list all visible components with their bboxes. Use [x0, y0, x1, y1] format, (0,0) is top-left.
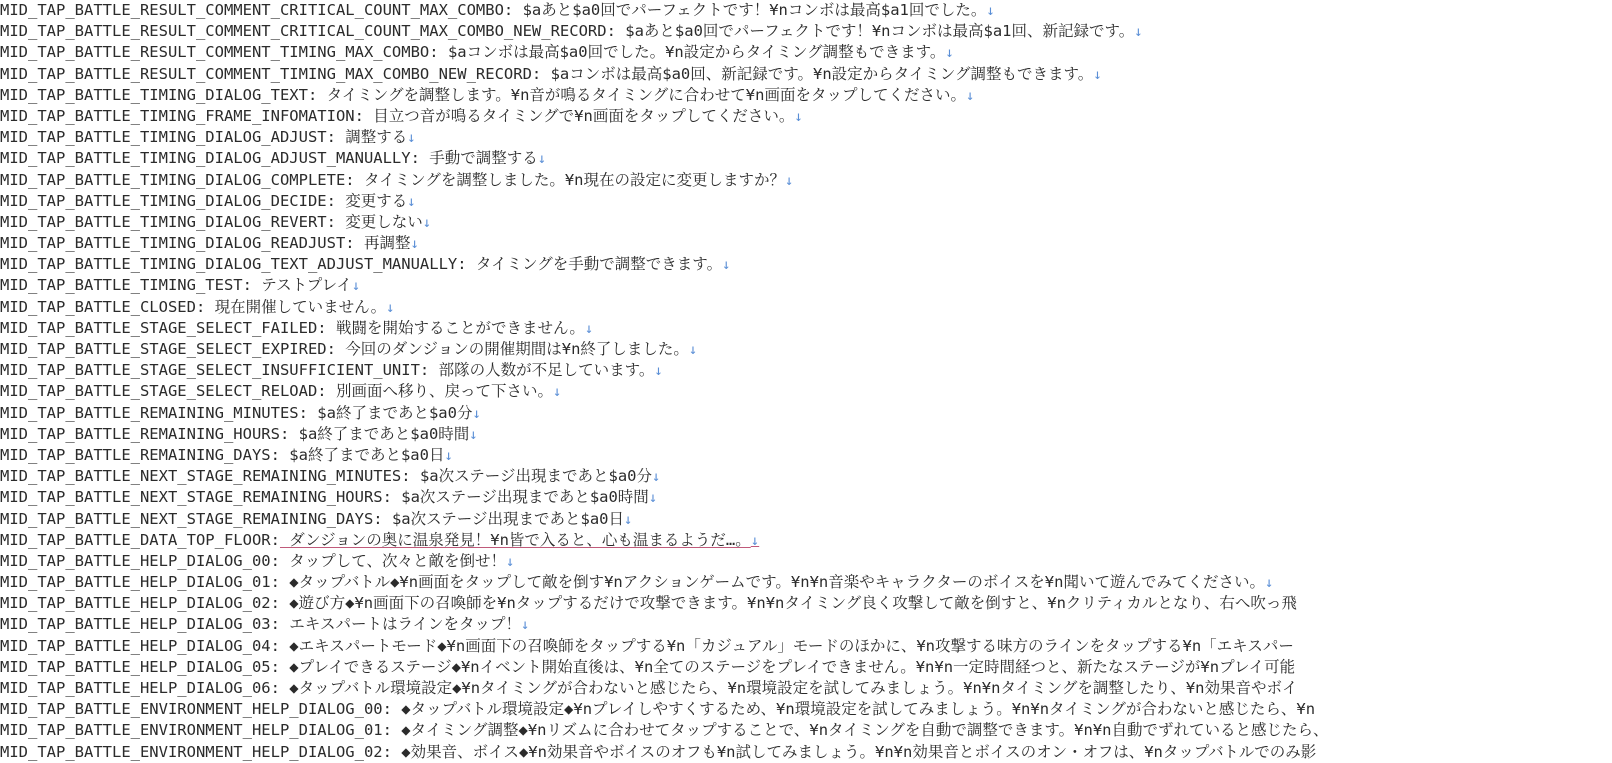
- document-line: [0, 318, 1612, 339]
- localization-value: タイミングを調整しました。¥n現在の設定に変更しますか？: [354, 170, 785, 189]
- document-line: [0, 636, 1612, 657]
- line-break-marker-icon: ↓: [506, 553, 515, 570]
- localization-key: MID_TAP_BATTLE_STAGE_SELECT_RELOAD:: [0, 382, 327, 401]
- localization-key: MID_TAP_BATTLE_TIMING_DIALOG_REVERT:: [0, 212, 336, 231]
- document-line: [0, 148, 1612, 169]
- localization-key: MID_TAP_BATTLE_HELP_DIALOG_05:: [0, 657, 280, 676]
- localization-key: MID_TAP_BATTLE_TIMING_FRAME_INFOMATION:: [0, 106, 364, 125]
- localization-key: MID_TAP_BATTLE_DATA_TOP_FLOOR:: [0, 530, 280, 549]
- document-line: [0, 614, 1612, 635]
- localization-value: $aあと$a0回でパーフェクトです！¥nコンボは最高$a1回、新記録です。: [615, 22, 1135, 41]
- localization-key: MID_TAP_BATTLE_TIMING_DIALOG_COMPLETE:: [0, 170, 355, 189]
- document-line: [0, 572, 1612, 593]
- localization-value: 別画面へ移り、戻って下さい。: [326, 382, 553, 401]
- document-line: [0, 21, 1612, 42]
- document-line: [0, 339, 1612, 360]
- line-break-marker-icon: ↓: [386, 299, 395, 316]
- line-break-marker-icon: ↓: [410, 236, 419, 253]
- localization-key: MID_TAP_BATTLE_HELP_DIALOG_06:: [0, 679, 280, 697]
- localization-key: MID_TAP_BATTLE_REMAINING_DAYS:: [0, 445, 280, 464]
- localization-value: $a次ステージ出現まであと$a0時間: [391, 488, 649, 507]
- localization-value: 変更する: [335, 191, 408, 210]
- document-line: [0, 275, 1612, 296]
- document-line: [0, 720, 1612, 741]
- document-line: [0, 297, 1612, 318]
- line-break-marker-icon: ↓: [785, 172, 794, 189]
- localization-key: MID_TAP_BATTLE_STAGE_SELECT_INSUFFICIENT_UNIT:: [0, 361, 430, 380]
- localization-key: MID_TAP_BATTLE_STAGE_SELECT_EXPIRED:: [0, 340, 336, 358]
- localization-key: MID_TAP_BATTLE_TIMING_DIALOG_ADJUST:: [0, 128, 336, 147]
- localization-value: 変更しない: [335, 212, 423, 231]
- line-break-marker-icon: ↓: [722, 257, 731, 274]
- document-line: [0, 530, 1612, 551]
- localization-value: ◆プレイできるステージ◆¥nイベント開始直後は、¥n全てのステージをプレイできません。¥n¥n一定時間経つと、新たなステージが¥nプレイ可能: [279, 657, 1296, 676]
- localization-value: $aコンボは最高$a0回、新記録です。¥n設定からタイミング調整もできます。: [541, 64, 1094, 83]
- line-break-marker-icon: ↓: [750, 532, 760, 549]
- localization-key: MID_TAP_BATTLE_RESULT_COMMENT_TIMING_MAX_COMBO:: [0, 43, 439, 62]
- localization-value: $aコンボは最高$a0回でした。¥n設定からタイミング調整もできます。: [438, 43, 946, 62]
- localization-key: MID_TAP_BATTLE_CLOSED:: [0, 297, 206, 316]
- document-line: [0, 127, 1612, 148]
- line-break-marker-icon: ↓: [407, 130, 416, 147]
- localization-value: $a終了まであと$a0日: [279, 445, 445, 464]
- localization-value: ◆エキスパートモード◆¥n画面下の召喚師をタップする¥n「カジュアル」モードのほかに、¥n攻撃する味方のラインをタップする¥n「エキスパー: [279, 636, 1294, 655]
- document-line: [0, 678, 1612, 699]
- localization-value: 手動で調整する: [419, 149, 538, 168]
- localization-value: $aあと$a0回でパーフェクトです！¥nコンボは最高$a1回でした。: [513, 1, 987, 19]
- localization-key: MID_TAP_BATTLE_ENVIRONMENT_HELP_DIALOG_00:: [0, 700, 392, 719]
- line-break-marker-icon: ↓: [472, 405, 481, 422]
- localization-value: $a終了まであと$a0分: [307, 403, 473, 422]
- localization-value: ◆タップバトル環境設定◆¥nプレイしやすくするため、¥n環境設定を試してみましょう。¥n¥nタイミングが合わないと感じたら、¥n: [391, 700, 1316, 719]
- localization-value: テストプレイ: [251, 276, 352, 295]
- document-line: [0, 212, 1612, 233]
- line-break-marker-icon: ↓: [654, 363, 663, 380]
- line-break-marker-icon: ↓: [794, 108, 803, 125]
- line-break-marker-icon: ↓: [945, 45, 954, 62]
- localization-key: MID_TAP_BATTLE_RESULT_COMMENT_CRITICAL_COUNT_MAX_COMBO_NEW_RECORD:: [0, 22, 616, 41]
- localization-value: 戦闘を開始することができません。: [326, 318, 585, 337]
- localization-value: 目立つ音が鳴るタイミングで¥n画面をタップしてください。: [363, 106, 795, 125]
- line-break-marker-icon: ↓: [537, 151, 547, 168]
- document-line: [0, 0, 1612, 21]
- document-line: [0, 742, 1612, 763]
- localization-value: タイミングを手動で調整できます。: [466, 255, 723, 274]
- line-break-marker-icon: ↓: [651, 469, 661, 486]
- localization-key: MID_TAP_BATTLE_HELP_DIALOG_03:: [0, 615, 280, 634]
- localization-value: ダンジョンの奥に温泉発見！¥n皆で入ると、心も温まるようだ…。: [279, 530, 751, 549]
- document-line: [0, 64, 1612, 85]
- localization-value: ◆タップバトル環境設定◆¥nタイミングが合わないと感じたら、¥n環境設定を試してみましょう。¥n¥nタイミングを調整したり、¥n効果音やボイ: [279, 679, 1298, 697]
- document-line: [0, 466, 1612, 487]
- line-break-marker-icon: ↓: [351, 278, 361, 295]
- document-line: [0, 509, 1612, 530]
- line-break-marker-icon: ↓: [648, 490, 658, 507]
- localization-key: MID_TAP_BATTLE_HELP_DIALOG_01:: [0, 573, 280, 592]
- document-line: [0, 487, 1612, 508]
- localization-key: MID_TAP_BATTLE_STAGE_SELECT_FAILED:: [0, 318, 327, 337]
- document-line: [0, 551, 1612, 572]
- localization-key: MID_TAP_BATTLE_RESULT_COMMENT_TIMING_MAX_COMBO_NEW_RECORD:: [0, 64, 542, 83]
- line-break-marker-icon: ↓: [623, 511, 633, 528]
- localization-value: 再調整: [354, 234, 411, 253]
- document-line: [0, 85, 1612, 106]
- document-line: [0, 254, 1612, 275]
- document-line: [0, 106, 1612, 127]
- document-line: [0, 445, 1612, 466]
- document-line: [0, 360, 1612, 381]
- localization-value: 部隊の人数が不足しています。: [429, 361, 655, 380]
- localization-value: タイミングを調整します。¥n音が鳴るタイミングに合わせて¥n画面をタップしてください。: [317, 85, 966, 104]
- line-break-marker-icon: ↓: [552, 384, 562, 401]
- line-break-marker-icon: ↓: [469, 426, 478, 443]
- localization-key: MID_TAP_BATTLE_TIMING_TEST:: [0, 276, 252, 295]
- line-break-marker-icon: ↓: [422, 214, 432, 231]
- line-break-marker-icon: ↓: [1264, 575, 1274, 592]
- document-line: [0, 699, 1612, 720]
- localization-key: MID_TAP_BATTLE_HELP_DIALOG_02:: [0, 594, 280, 613]
- localization-value: ◆効果音、ボイス◆¥n効果音やボイスのオフも¥n試してみましょう。¥n¥n効果音とボイスのオン・オフは、¥nタップバトルでのみ影: [391, 742, 1317, 761]
- document-line: [0, 42, 1612, 63]
- line-break-marker-icon: ↓: [1134, 24, 1143, 41]
- document-line: [0, 593, 1612, 614]
- localization-value: ◆遊び方◆¥n画面下の召喚師を¥nタップするだけで攻撃できます。¥n¥nタイミング良く攻撃して敵を倒すと、¥nクリティカルとなり、右へ吹っ飛: [279, 594, 1297, 613]
- localization-value: タップして、次々と敵を倒せ！: [279, 551, 506, 570]
- document-line: [0, 233, 1612, 254]
- localization-value: $a終了まであと$a0時間: [289, 424, 470, 443]
- localization-value: ◆タップバトル◆¥n画面をタップして敵を倒す¥nアクションゲームです。¥n¥n音楽やキャラクターのボイスを¥n聞いて遊んでみてください。: [279, 573, 1265, 592]
- localization-key: MID_TAP_BATTLE_NEXT_STAGE_REMAINING_MINUTES:: [0, 467, 411, 486]
- document-line: [0, 403, 1612, 424]
- line-break-marker-icon: ↓: [444, 447, 453, 464]
- localization-value: 調整する: [335, 128, 408, 147]
- localization-key: MID_TAP_BATTLE_TIMING_DIALOG_TEXT:: [0, 85, 318, 104]
- localization-key: MID_TAP_BATTLE_REMAINING_HOURS:: [0, 424, 290, 443]
- localization-key: MID_TAP_BATTLE_NEXT_STAGE_REMAINING_DAYS:: [0, 509, 383, 528]
- localization-value: $a次ステージ出現まであと$a0日: [382, 509, 624, 528]
- localization-key: MID_TAP_BATTLE_RESULT_COMMENT_CRITICAL_COUNT_MAX_COMBO:: [0, 1, 514, 19]
- localization-key: MID_TAP_BATTLE_REMAINING_MINUTES:: [0, 403, 308, 422]
- localization-key: MID_TAP_BATTLE_NEXT_STAGE_REMAINING_HOURS:: [0, 488, 392, 507]
- localization-key: MID_TAP_BATTLE_HELP_DIALOG_00:: [0, 551, 280, 570]
- localization-key: MID_TAP_BATTLE_TIMING_DIALOG_ADJUST_MANUALLY:: [0, 149, 420, 168]
- localization-key: MID_TAP_BATTLE_TIMING_DIALOG_DECIDE:: [0, 191, 336, 210]
- document-line: [0, 381, 1612, 402]
- line-break-marker-icon: ↓: [407, 193, 416, 210]
- localization-value: $a次ステージ出現まであと$a0分: [410, 467, 652, 486]
- localization-value: エキスパートはラインをタップ！: [279, 615, 522, 634]
- line-break-marker-icon: ↓: [986, 3, 995, 19]
- localization-value: 現在開催していません。: [205, 297, 387, 316]
- document-line: [0, 657, 1612, 678]
- document-line: [0, 170, 1612, 191]
- localization-key: MID_TAP_BATTLE_ENVIRONMENT_HELP_DIALOG_02:: [0, 742, 392, 761]
- line-break-marker-icon: ↓: [1093, 66, 1102, 83]
- localization-value: 今回のダンジョンの開催期間は¥n終了しました。: [335, 340, 689, 358]
- line-break-marker-icon: ↓: [521, 617, 530, 634]
- localization-value: ◆タイミング調整◆¥nリズムに合わせてタップすることで、¥nタイミングを自動で調整できます。¥n¥n自動でずれていると感じたら、: [391, 721, 1329, 740]
- localization-key: MID_TAP_BATTLE_TIMING_DIALOG_READJUST:: [0, 234, 355, 253]
- line-break-marker-icon: ↓: [584, 320, 594, 337]
- document-line: [0, 424, 1612, 445]
- line-break-marker-icon: ↓: [965, 87, 975, 104]
- document-line: [0, 191, 1612, 212]
- localization-key: MID_TAP_BATTLE_HELP_DIALOG_04:: [0, 636, 280, 655]
- line-break-marker-icon: ↓: [688, 342, 698, 358]
- localization-key: MID_TAP_BATTLE_TIMING_DIALOG_TEXT_ADJUST_MANUALLY:: [0, 255, 467, 274]
- localization-key: MID_TAP_BATTLE_ENVIRONMENT_HELP_DIALOG_01:: [0, 721, 392, 740]
